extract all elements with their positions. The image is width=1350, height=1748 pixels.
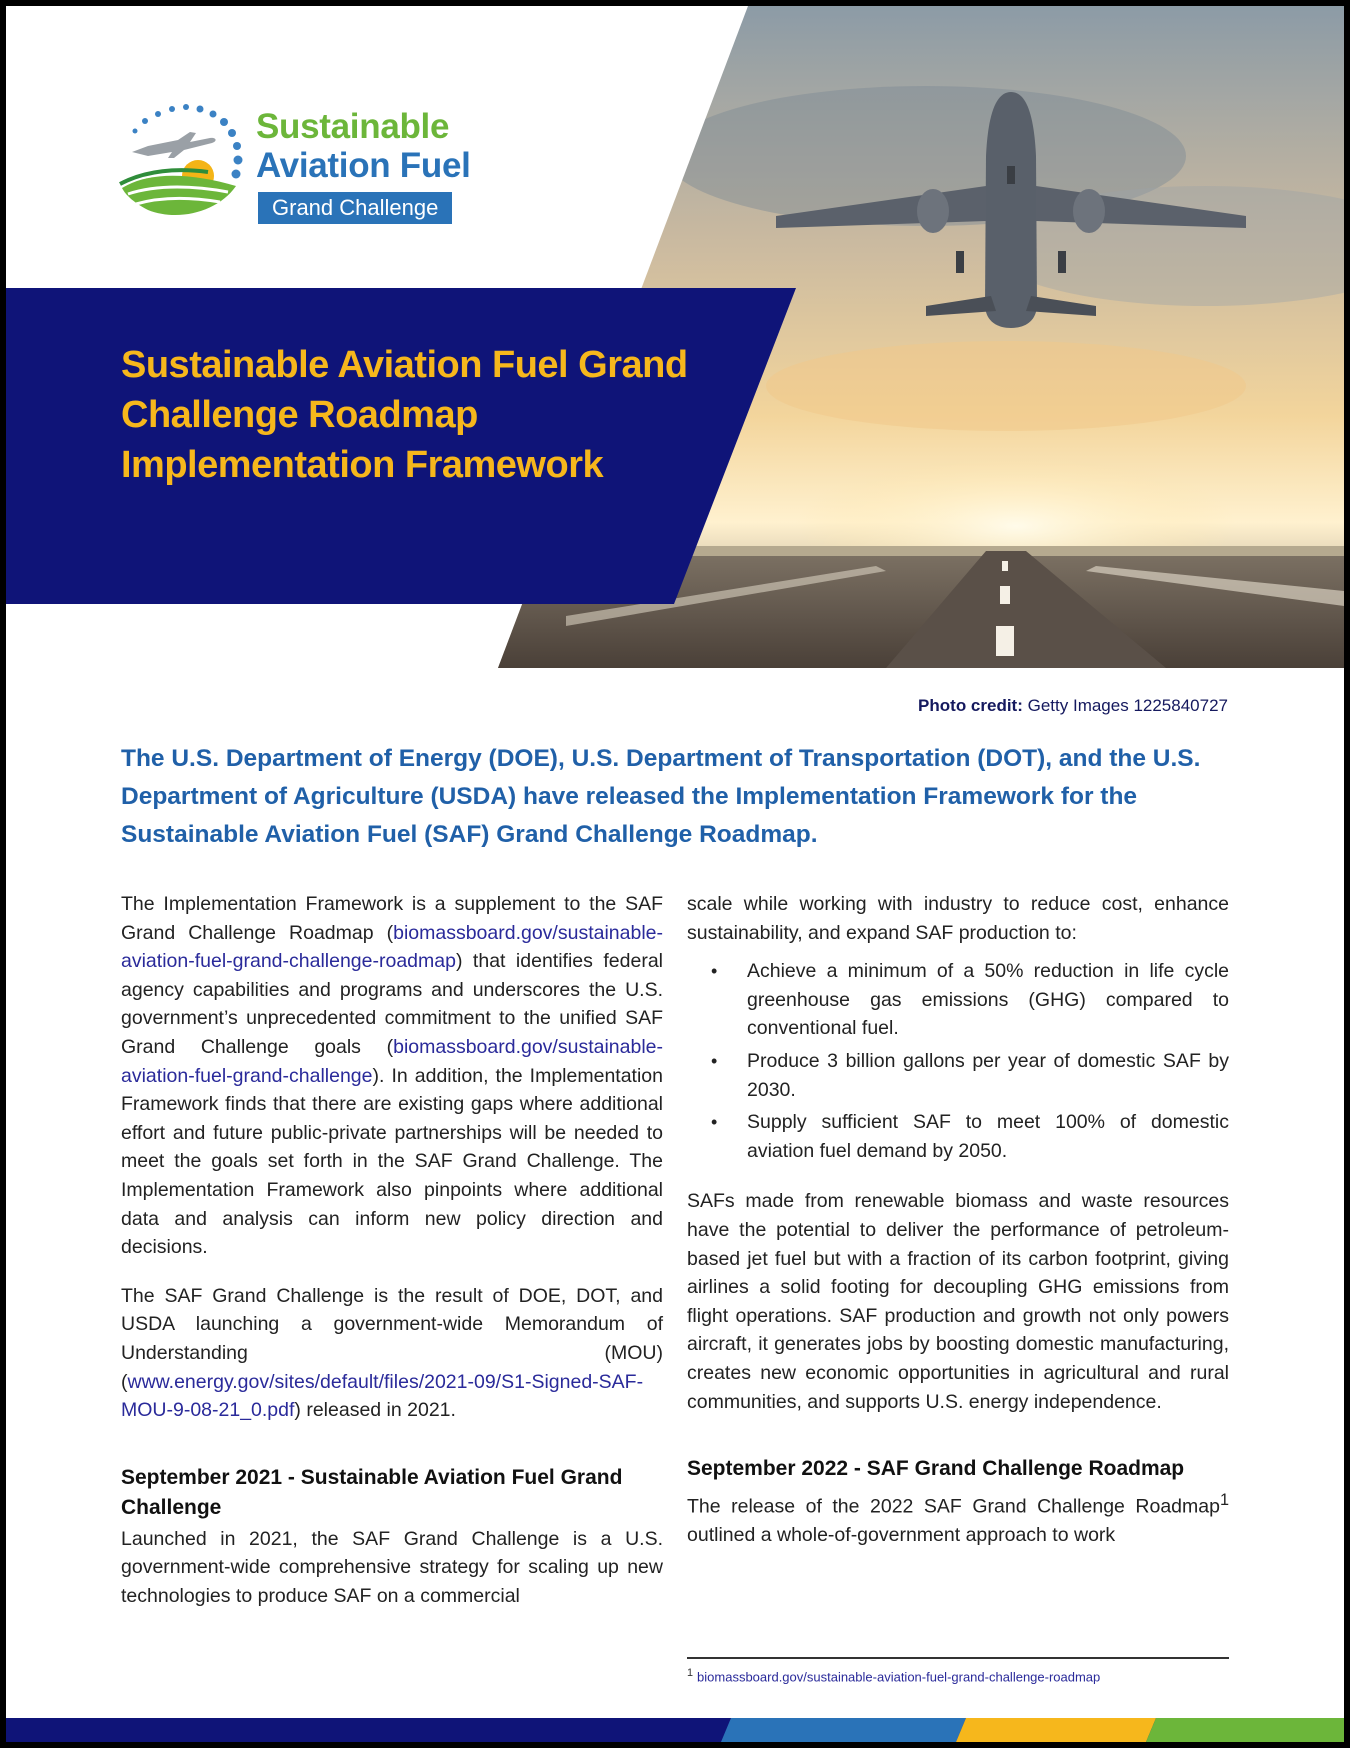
mou-paragraph xyxy=(121,1282,663,1425)
logo-badge-grand-challenge: Grand Challenge xyxy=(258,192,452,224)
mou-text-1: The SAF Grand Challenge is the result of DOE, DOT, and USDA launching a government-wide Memorandum of Understanding (MOU) ( xyxy=(121,1284,663,1393)
intro-text-2: ) that identifies federal agency capabilities and programs and underscores the U.S. government’s unprecedented commitment to the unified SAF Grand Challenge goals ( xyxy=(121,950,663,1058)
lead-paragraph: The U.S. Department of Energy (DOE), U.S. Department of Transportation (DOT), and the U.S. Department of Agriculture (USDA) have released the Implementation Framework for the Sustainable Aviation Fuel (SAF) Grand Challenge Roadmap. xyxy=(121,745,1201,848)
bottom-color-bar xyxy=(6,1718,1344,1742)
footnote-divider xyxy=(687,1657,1229,1659)
footnote-mark: 1 xyxy=(687,1667,694,1679)
benefits-paragraph: SAFs made from renewable biomass and waste resources have the potential to deliver the performance of petroleum-based jet fuel but with a fraction of its carbon footprint, giving airlines a solid footing for decoupling GHG emissions from flight operations. SAF production and growth not only powers aircraft, it generates jobs by boosting domestic manufacturing, creates new economic opportunities in agricultural and rural communities, and supports U.S. energy independence. xyxy=(687,1190,1229,1413)
left-column xyxy=(121,890,663,1630)
logo-text-aviation-fuel: Aviation Fuel xyxy=(256,146,471,185)
logo-mark-icon xyxy=(118,100,246,224)
footnote-link[interactable]: biomassboard.gov/sustainable-aviation-fuel-grand-challenge-roadmap xyxy=(697,1669,1101,1685)
photo-credit-label: Photo credit: xyxy=(918,696,1023,715)
right-column xyxy=(687,890,1229,1570)
scale-paragraph: scale while working with industry to reduce cost, enhance sustainability, and expand SAF production to: xyxy=(687,893,1229,944)
section-heading-2021: September 2021 - Sustainable Aviation Fuel Grand Challenge xyxy=(121,1465,623,1519)
document-page xyxy=(6,6,1344,1742)
section-heading-2022: September 2022 - SAF Grand Challenge Roadmap xyxy=(687,1457,1185,1481)
footnote-ref[interactable]: 1 xyxy=(1219,1491,1229,1510)
roadmap-text-2: outlined a whole-of-government approach to work xyxy=(687,1524,1116,1547)
intro-text-1: The Implementation Framework is a supplement to the SAF Grand Challenge Roadmap ( xyxy=(121,893,663,944)
roadmap-text-1: The release of the 2022 SAF Grand Challenge Roadmap xyxy=(687,1495,1220,1518)
mou-text-2: ) released in 2021. xyxy=(294,1399,456,1422)
mou-link[interactable]: www.energy.gov/sites/default/files/2021-09/S1-Signed-SAF-MOU-9-08-21_0.pdf xyxy=(121,1370,644,1422)
logo-text-sustainable: Sustainable xyxy=(256,107,450,146)
roadmap-link[interactable]: biomassboard.gov/sustainable-aviation-fuel-grand-challenge-roadmap xyxy=(121,921,663,973)
goals-list xyxy=(687,957,1229,1165)
grand-challenge-link[interactable]: biomassboard.gov/sustainable-aviation-fuel-grand-challenge xyxy=(121,1035,663,1087)
page-title: Sustainable Aviation Fuel Grand Challenge Roadmap Implementation Framework xyxy=(121,344,688,486)
roadmap-paragraph xyxy=(687,1486,1229,1550)
list-item: • Achieve a minimum of a 50% reduction in life cycle greenhouse gas emissions (GHG) compared to conventional fuel. xyxy=(687,957,1229,1043)
list-item: • Produce 3 billion gallons per year of domestic SAF by 2030. xyxy=(687,1047,1229,1104)
sustainable-aviation-fuel-logo xyxy=(118,96,538,226)
photo-credit xyxy=(918,696,1228,716)
footnote xyxy=(687,1667,1100,1684)
photo-credit-value: Getty Images 1225840727 xyxy=(1027,696,1228,715)
intro-paragraph xyxy=(121,890,663,1262)
launch-paragraph: Launched in 2021, the SAF Grand Challenge is a U.S. government-wide comprehensive strategy for scaling up new technologies to produce SAF on a commercial xyxy=(121,1527,663,1607)
intro-text-3: ). In addition, the Implementation Framework finds that there are existing gaps where additional effort and future public-private partnerships will be needed to meet the goals set forth in the SAF Grand Challenge. The Implementation Framework also pinpoints where additional data and analysis can inform new policy direction and decisions. xyxy=(121,1064,663,1259)
list-item: • Supply sufficient SAF to meet 100% of domestic aviation fuel demand by 2050. xyxy=(687,1108,1229,1165)
